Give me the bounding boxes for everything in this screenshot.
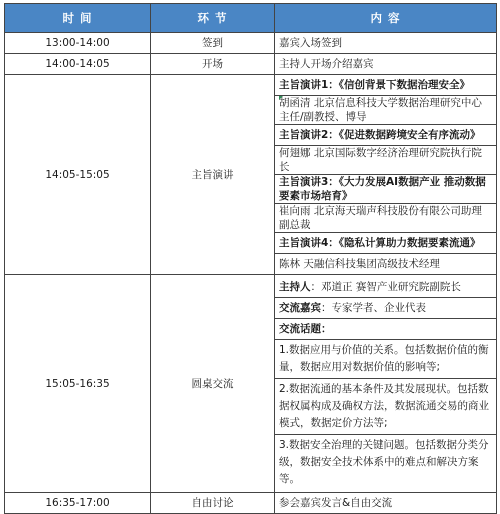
speech-3-speaker: 崔向雨 北京海天瑞声科技股份有限公司助理副总裁 (275, 204, 497, 233)
speech-2-title: 主旨演讲2：《促进数据跨境安全有序流动》 (275, 125, 497, 146)
cell-time: 14:00-14:05 (5, 54, 151, 75)
table-row (5, 54, 497, 75)
cell-segment: 自由讨论 (151, 493, 275, 514)
speech-1-title: 主旨演讲1：《信创背景下数据治理安全》 (275, 75, 497, 96)
cell-time: 15:05-16:35 (5, 275, 151, 493)
agenda-table (4, 3, 497, 514)
cell-time: 14:05-15:05 (5, 75, 151, 275)
panel-host (279, 277, 492, 297)
host-text: ：邓道正 赛智产业研究院副院长 (310, 281, 461, 293)
host-label: 主持人 (279, 281, 311, 293)
header-content: 内 容 (275, 4, 497, 33)
speech-4-title: 主旨演讲4：《隐私计算助力数据要素流通》 (275, 233, 497, 254)
table-row (5, 493, 497, 514)
panel-guests (279, 298, 492, 318)
cell-segment: 签到 (151, 33, 275, 54)
header-row (5, 4, 497, 33)
table-row (5, 75, 497, 96)
cell-time: 16:35-17:00 (5, 493, 151, 514)
speech-3-title: 主旨演讲3：《大力发展AI数据产业 推动数据要素市场培育》 (275, 175, 497, 204)
guests-label: 交流嘉宾 (279, 302, 321, 314)
cell-segment: 开场 (151, 54, 275, 75)
guests-text: ：专家学者、企业代表 (321, 302, 426, 314)
topic-1: 1.数据应用与价值的关系。包括数据价值的衡量，数据应用对数据价值的影响等; (279, 344, 489, 373)
speaker-text: 胡函清 北京信息科技大学数据治理研究中心主任/副教授、博导 (279, 97, 482, 123)
table-row (5, 275, 497, 493)
cell-content: 主持人开场介绍嘉宾 (275, 54, 497, 75)
panel-content (275, 275, 497, 493)
speech-4-speaker: 陈林 天融信科技集团高级技术经理 (275, 254, 497, 275)
topic-2: 2.数据流通的基本条件及其发展现状。包括数据权属构成及确权方法，数据流通交易的商业模式，数据定价方法等; (279, 383, 489, 429)
topics-label: 交流话题： (279, 323, 332, 335)
cell-content: 参会嘉宾发言&自由交流 (275, 493, 497, 514)
cell-time: 13:00-14:00 (5, 33, 151, 54)
header-time: 时 间 (5, 4, 151, 33)
cell-content: 嘉宾入场签到 (275, 33, 497, 54)
speech-1-speaker (275, 96, 497, 125)
topic-3: 3.数据安全治理的关键问题。包括数据分类分级，数据安全技术体系中的难点和解决方案等。 (279, 439, 489, 485)
cell-segment: 主旨演讲 (151, 75, 275, 275)
speech-2-speaker: 何翅娜 北京国际数字经济治理研究院执行院长 (275, 146, 497, 175)
table-row (5, 33, 497, 54)
agenda-sheet (4, 3, 496, 514)
header-segment: 环 节 (151, 4, 275, 33)
cell-segment: 圆桌交流 (151, 275, 275, 493)
